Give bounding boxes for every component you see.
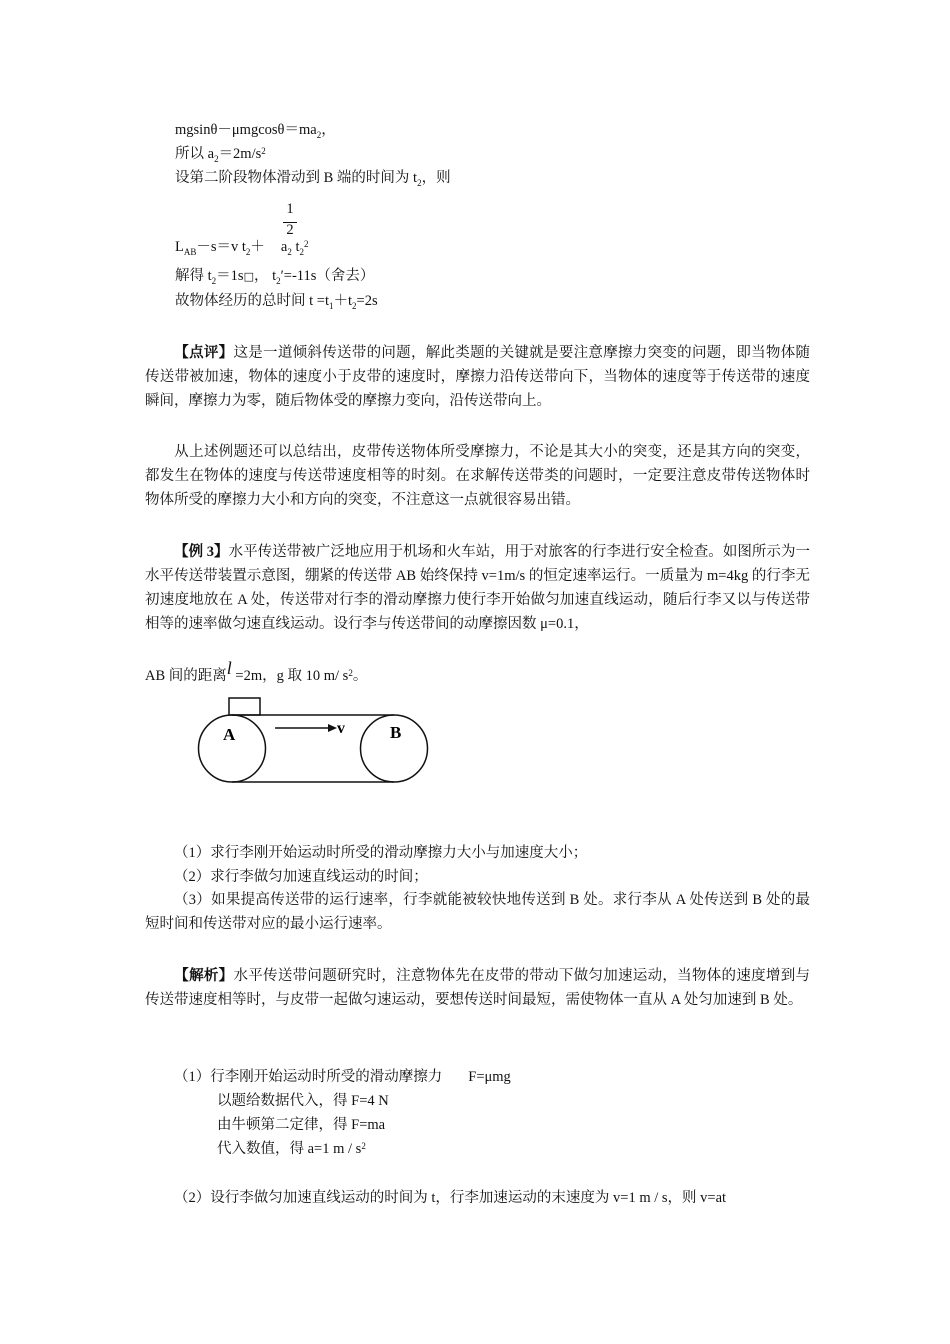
- equation-tail: ，: [321, 122, 336, 138]
- fraction-numerator: 1: [286, 201, 294, 217]
- equation-part: ＝1s: [216, 268, 244, 284]
- summary-paragraph: [145, 440, 810, 512]
- question-2: （2）求行李做匀加速直线运动的时间；: [174, 869, 428, 885]
- comment-text: 这是一道倾斜传送带的问题，解此类题的关键就是要注意摩擦力突变的问题，即当物体随传送带被加速，物体的速度小于皮带的速度时，摩擦力沿传送带向下，当物体的速度等于传送带的速度瞬间，摩擦力为零，随后物体受的摩擦力变向，沿传送带向上。: [145, 345, 810, 409]
- equation-part: －s＝v t: [196, 239, 246, 255]
- subscript: AB: [183, 247, 197, 257]
- example3-text-part: 。: [352, 668, 368, 684]
- fraction-denominator: 2: [286, 222, 294, 238]
- equation-part: ′=-11s（舍去）: [280, 268, 375, 284]
- comment-paragraph: [145, 341, 810, 413]
- subscript: 2: [316, 130, 322, 140]
- analysis-label: 【解析】: [174, 968, 234, 984]
- label-b: B: [390, 723, 402, 742]
- equation-line-3: [175, 168, 451, 188]
- example3-label: 【例 3】: [174, 544, 229, 560]
- equation-part: 解得 t: [175, 268, 212, 284]
- superscript: 2: [348, 668, 353, 678]
- example3-paragraph: [145, 540, 810, 636]
- analysis-paragraph: [145, 964, 810, 1012]
- analysis-text: 水平传送带问题研究时，注意物体先在皮带的带动下做匀加速运动，当物体的速度增到与传送带速度相等时，与皮带一起做匀速运动，要想传送时间最短，需使物体一直从 A 处匀加速到 B 处。: [145, 968, 810, 1008]
- label-v: v: [337, 720, 345, 737]
- example3-last-line: [145, 658, 367, 686]
- example3-text: 水平传送带被广泛地应用于机场和火车站，用于对旅客的行李进行安全检查。如图所示为一水平传送带装置示意图，绷紧的传送带 AB 始终保持 v=1m/s 的恒定速率运行。一质量为 m=4kg 的行李无初速度地放在 A 处，传送带对行李的滑动摩擦力使行李开始做匀加速直线运动，随后行李又以与传送带相等的速率做匀速直线运动。设行李与传送带间的动摩擦因数 μ=0.1，: [145, 544, 810, 632]
- velocity-arrow-head: [328, 724, 337, 732]
- example3-text-part: AB 间的距离: [145, 668, 227, 684]
- subscript: 2: [211, 276, 217, 286]
- solution-line-3: 由牛顿第二定律，得 F=ma: [217, 1117, 386, 1133]
- placeholder-box: □: [243, 270, 254, 283]
- luggage-box: [229, 698, 260, 715]
- summary-text: 从上述例题还可以总结出，皮带传送物体所受摩擦力，不论是其大小的突变，还是其方向的突变，都发生在物体的速度与传送带速度相等的时刻。在求解传送带类的问题时，一定要注意皮带传送物体时物体所受的摩擦力大小和方向的突变，不注意这一点就很容易出错。: [145, 444, 810, 508]
- equation-part: =2s: [356, 293, 378, 309]
- example3-text-part: =2m，g 取 10 m/ s: [231, 668, 349, 684]
- conveyor-belt-figure: [190, 692, 440, 792]
- equation-text: 设第二阶段物体滑动到 B 端的时间为 t: [175, 170, 418, 186]
- superscript: 2: [261, 146, 266, 156]
- superscript: 2: [361, 1141, 366, 1151]
- comment-label: 【点评】: [174, 345, 234, 361]
- solution-text: （1）行李刚开始运动时所受的滑动摩擦力: [174, 1069, 443, 1085]
- label-a: A: [223, 725, 236, 744]
- equation-line-4: [175, 237, 309, 257]
- equation-part: ＋t: [333, 293, 353, 309]
- superscript: 2: [304, 239, 309, 249]
- equation-part: ， t: [253, 268, 277, 284]
- equation-line-5: [175, 266, 374, 287]
- subscript: 2: [299, 247, 305, 257]
- equation-line-1: [175, 120, 336, 140]
- equation-text: mgsinθ－μmgcosθ＝ma: [175, 122, 317, 138]
- equation-part: a: [280, 239, 288, 255]
- solution-line-5: （2）设行李做匀加速直线运动的时间为 t，行李加速运动的末速度为 v=1 m / s，则 v=at: [174, 1190, 727, 1206]
- subscript: 2: [245, 247, 251, 257]
- solution-text: 代入数值，得 a=1 m / s: [217, 1141, 362, 1157]
- length-symbol: l: [226, 658, 232, 678]
- equation-line-2: [175, 144, 266, 164]
- solution-line-4: [217, 1139, 366, 1159]
- subscript: 1: [328, 301, 334, 311]
- equation-part: 故物体经历的总时间 t =t: [175, 293, 329, 309]
- equation-mid: ＝2m/s: [218, 146, 262, 162]
- equation-text: 所以 a: [175, 146, 215, 162]
- solution-line-1: [174, 1067, 511, 1087]
- solution-line-2: 以题给数据代入，得 F=4 N: [217, 1093, 389, 1109]
- subscript: 2: [276, 276, 281, 286]
- equation-line-6: [175, 291, 378, 311]
- subscript: 2: [214, 154, 219, 164]
- subscript: 2: [417, 178, 422, 188]
- question-1: （1）求行李刚开始运动时所受的滑动摩擦力大小与加速度大小；: [174, 845, 588, 861]
- subscript: 2: [352, 301, 357, 311]
- solution-formula: F=μmg: [468, 1069, 511, 1085]
- equation-part: ＋: [250, 239, 265, 255]
- subscript: 2: [287, 247, 292, 257]
- equation-part: t: [291, 239, 300, 255]
- equation-part: L: [175, 239, 184, 255]
- question-3: （3）如果提高传送带的运行速率，行李就能被较快地传送到 B 处。求行李从 A 处传送到 B 处的最短时间和传送带对应的最小运行速率。: [145, 892, 810, 932]
- equation-tail: ，则: [421, 170, 451, 186]
